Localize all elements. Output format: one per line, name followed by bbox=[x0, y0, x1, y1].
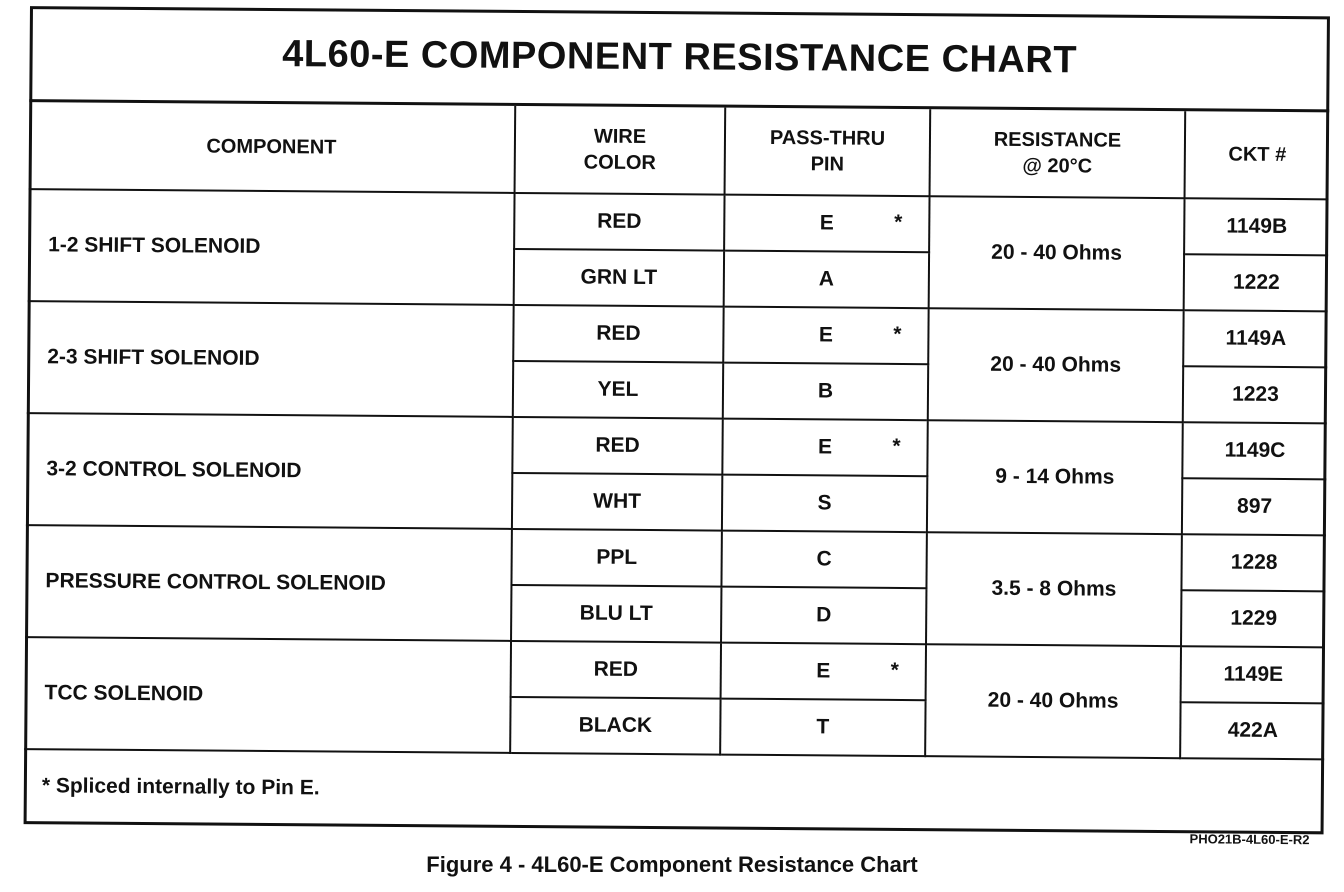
table-row bbox=[27, 301, 1327, 367]
wire-color-cell: YEL bbox=[513, 361, 723, 419]
wire-color-cell: RED bbox=[513, 305, 723, 363]
pin-cell: E * bbox=[723, 307, 928, 365]
table-row bbox=[25, 637, 1325, 703]
wire-color-cell: PPL bbox=[511, 529, 721, 587]
ckt-cell: 897 bbox=[1182, 478, 1326, 535]
document-code: PHO21B-4L60-E-R2 bbox=[1189, 831, 1310, 848]
ckt-cell: 1222 bbox=[1184, 254, 1328, 311]
figure-caption: Figure 4 - 4L60-E Component Resistance Chart bbox=[426, 852, 918, 877]
wire-color-cell: GRN LT bbox=[514, 249, 724, 307]
table-row bbox=[25, 525, 1325, 591]
header-row bbox=[29, 102, 1330, 199]
component-cell: PRESSURE CONTROL SOLENOID bbox=[25, 525, 512, 641]
ckt-cell: 422A bbox=[1180, 702, 1324, 759]
resistance-table bbox=[24, 102, 1329, 760]
ckt-cell: 1229 bbox=[1181, 590, 1325, 647]
wire-color-cell: RED bbox=[511, 641, 721, 699]
component-cell: 1-2 SHIFT SOLENOID bbox=[28, 189, 515, 305]
pin-cell: E * bbox=[721, 643, 926, 701]
pin-cell: E * bbox=[722, 419, 927, 477]
ckt-cell: 1149E bbox=[1181, 646, 1325, 703]
splice-marker: * bbox=[892, 434, 901, 458]
component-cell: 2-3 SHIFT SOLENOID bbox=[27, 301, 514, 417]
wire-color-cell: WHT bbox=[512, 473, 722, 531]
ckt-cell: 1149C bbox=[1182, 422, 1326, 479]
splice-marker: * bbox=[894, 210, 903, 234]
pin-cell: D bbox=[721, 587, 926, 645]
ckt-cell: 1149B bbox=[1184, 198, 1328, 255]
component-cell: TCC SOLENOID bbox=[24, 637, 511, 753]
splice-marker: * bbox=[890, 658, 899, 682]
chart-sheet bbox=[6, 6, 1338, 848]
header-pass-thru-pin: PASS-THRU PIN bbox=[725, 108, 931, 197]
resistance-cell: 9 - 14 Ohms bbox=[927, 420, 1183, 534]
ckt-cell: 1228 bbox=[1181, 534, 1325, 591]
pin-cell: E * bbox=[724, 195, 929, 253]
resistance-cell: 20 - 40 Ohms bbox=[929, 196, 1185, 310]
component-cell: 3-2 CONTROL SOLENOID bbox=[26, 413, 513, 529]
pin-cell: B bbox=[723, 363, 928, 421]
resistance-cell: 3.5 - 8 Ohms bbox=[926, 532, 1182, 646]
pin-cell: T bbox=[720, 699, 925, 757]
wire-color-cell: BLACK bbox=[510, 697, 720, 755]
resistance-cell: 20 - 40 Ohms bbox=[925, 644, 1181, 758]
pin-cell: S bbox=[722, 475, 927, 533]
wire-color-cell: RED bbox=[512, 417, 722, 475]
pin-cell: A bbox=[724, 251, 929, 309]
ckt-cell: 1223 bbox=[1183, 366, 1327, 423]
header-component: COMPONENT bbox=[29, 102, 516, 193]
table-row bbox=[28, 189, 1328, 255]
wire-color-cell: BLU LT bbox=[511, 585, 721, 643]
header-wire-color: WIRE COLOR bbox=[515, 106, 726, 195]
wire-color-cell: RED bbox=[514, 193, 724, 251]
chart-title: 4L60-E COMPONENT RESISTANCE CHART bbox=[29, 6, 1330, 112]
table-row bbox=[26, 413, 1326, 479]
pin-cell: C bbox=[721, 531, 926, 589]
ckt-cell: 1149A bbox=[1183, 310, 1327, 367]
splice-marker: * bbox=[893, 322, 902, 346]
footnote: * Spliced internally to Pin E. bbox=[41, 774, 320, 800]
header-ckt: CKT # bbox=[1185, 111, 1330, 199]
header-resistance: RESISTANCE @ 20°C bbox=[930, 109, 1186, 198]
resistance-cell: 20 - 40 Ohms bbox=[928, 308, 1184, 422]
